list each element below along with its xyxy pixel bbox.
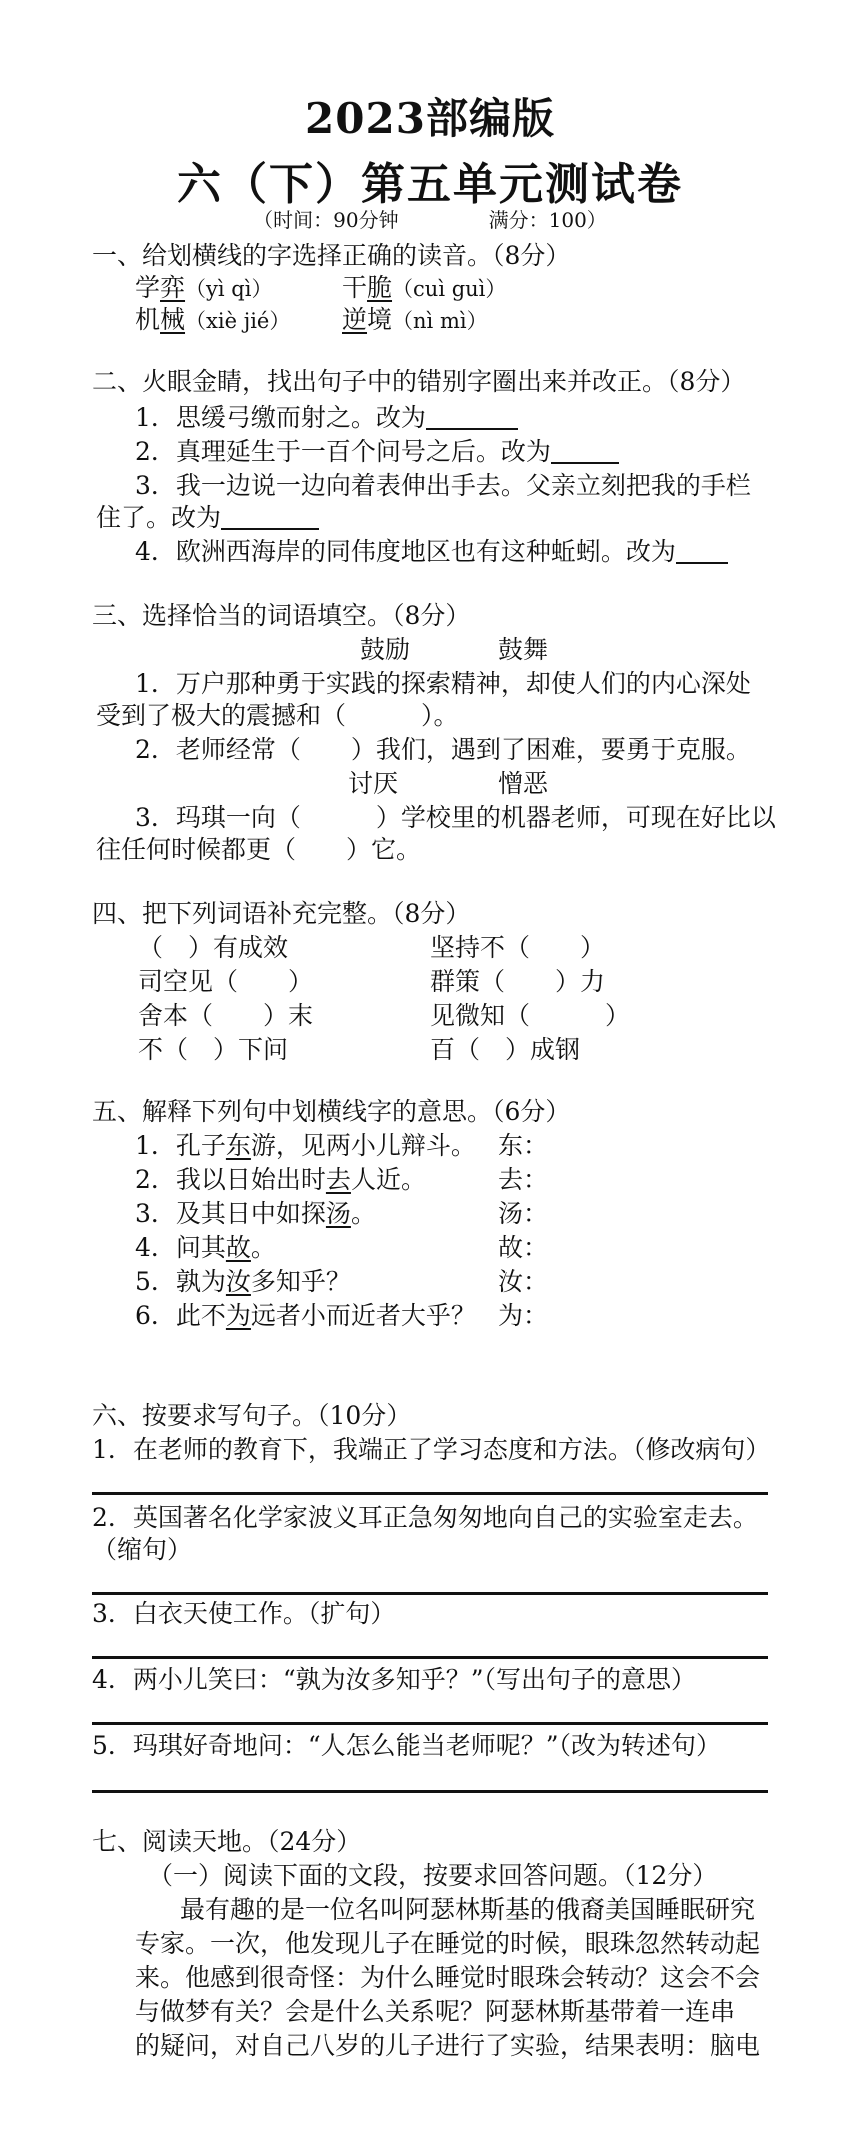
idiom-item-4: 群策（ ）力 — [430, 967, 606, 996]
answer-line-1 — [92, 1492, 768, 1495]
s2-question-2: 2．真理延生于一百个问号之后。改为 — [135, 436, 619, 468]
classical-answer-1: 东： — [498, 1131, 549, 1160]
answer-line-2 — [92, 1592, 768, 1595]
s6-question-1: 1．在老师的教育下，我端正了学习态度和方法。（修改病句） — [92, 1435, 771, 1464]
section-7-heading: 七、阅读天地。（24分） — [92, 1827, 362, 1856]
answer-line-5 — [92, 1790, 768, 1793]
idiom-item-2: 坚持不（ ） — [430, 933, 606, 962]
reading-passage-line-5: 的疑问，对自己八岁的儿子进行了实验，结果表明：脑电 — [135, 2031, 761, 2060]
section-4-heading: 四、把下列词语补充完整。（8分） — [92, 899, 471, 928]
idiom-item-3: 司空见（ ） — [138, 967, 314, 996]
exam-time: （时间：90分钟 — [253, 208, 399, 232]
pinyin-item-1: 学弈（yì qì） — [135, 273, 273, 302]
s6-question-4: 4．两小儿笑曰：“孰为汝多知乎？”（写出句子的意思） — [92, 1665, 696, 1694]
classical-item-4: 4．问其故。 — [135, 1233, 276, 1262]
idiom-item-7: 不（ ）下问 — [138, 1035, 289, 1064]
classical-item-1: 1．孔子东游，见两小儿辩斗。 — [135, 1131, 476, 1160]
section-5-heading: 五、解释下列句中划横线字的意思。（6分） — [92, 1097, 571, 1126]
section-2-heading: 二、火眼金睛，找出句子中的错别字圈出来并改正。（8分） — [92, 367, 746, 396]
pinyin-item-3: 机械（xiè jié） — [135, 305, 291, 334]
s6-question-2-cont: （缩句） — [92, 1535, 193, 1564]
word-choice-3: 讨厌 — [348, 769, 399, 798]
exam-title: 六（下）第五单元测试卷 — [177, 159, 683, 210]
s3-question-1: 1．万户那种勇于实践的探索精神，却使人们的内心深处 — [135, 669, 751, 698]
underlined-char: 逆 — [342, 305, 368, 334]
s6-question-3: 3．白衣天使工作。（扩句） — [92, 1599, 396, 1628]
s2-question-3-cont: 住了。改为 — [96, 502, 319, 534]
section-3-heading: 三、选择恰当的词语填空。（8分） — [92, 601, 471, 630]
idiom-item-8: 百（ ）成钢 — [430, 1035, 581, 1064]
classical-item-2: 2．我以日始出时去人近。 — [135, 1165, 426, 1194]
exam-meta — [0, 204, 860, 233]
reading-passage-line-4: 与做梦有关？会是什么关系呢？阿瑟林斯基带着一连串 — [135, 1997, 736, 2026]
idiom-item-6: 见微知（ ） — [430, 1001, 631, 1030]
underlined-char: 脆 — [367, 273, 393, 302]
s2-question-3: 3．我一边说一边向着表伸出手去。父亲立刻把我的手栏 — [135, 471, 751, 500]
word-choice-1: 鼓励 — [360, 635, 411, 664]
word-choice-2: 鼓舞 — [498, 635, 549, 664]
word-choice-4: 憎恶 — [498, 769, 549, 798]
reading-passage-line-1: 最有趣的是一位名叫阿瑟林斯基的俄裔美国睡眠研究 — [180, 1895, 756, 1924]
classical-item-3: 3．及其日中如探汤。 — [135, 1199, 376, 1228]
s3-question-3-cont: 往任何时候都更（ ）它。 — [96, 835, 422, 864]
s3-question-1-cont: 受到了极大的震撼和（ ）。 — [96, 701, 459, 730]
s3-question-3: 3．玛琪一向（ ）学校里的机器老师，可现在好比以 — [135, 803, 776, 832]
s2-question-1: 1．思缓弓缴而射之。改为 — [135, 402, 518, 434]
classical-item-5: 5．孰为汝多知乎？ — [135, 1267, 351, 1296]
reading-passage-line-3: 来。他感到很奇怪：为什么睡觉时眼珠会转动？这会不会 — [135, 1963, 761, 1992]
idiom-item-1: （ ）有成效 — [138, 933, 289, 962]
answer-line-3 — [92, 1656, 768, 1659]
s2-question-4: 4．欧洲西海岸的同伟度地区也有这种蚯蚓。改为 — [135, 536, 728, 568]
s6-question-2: 2．英国著名化学家波义耳正急匆匆地向自己的实验室走去。 — [92, 1503, 758, 1532]
classical-answer-6: 为： — [498, 1301, 549, 1330]
classical-answer-4: 故： — [498, 1233, 549, 1262]
classical-answer-5: 汝： — [498, 1267, 549, 1296]
pinyin-item-2: 干脆（cuì guì） — [342, 273, 507, 302]
s6-question-5: 5．玛琪好奇地问：“人怎么能当老师呢？”（改为转述句） — [92, 1731, 721, 1760]
underlined-char: 弈 — [160, 273, 186, 302]
classical-item-6: 6．此不为远者小而近者大乎？ — [135, 1301, 476, 1330]
idiom-item-5: 舍本（ ）末 — [138, 1001, 314, 1030]
pinyin-item-4: 逆境（nì mì） — [342, 305, 488, 334]
section-6-heading: 六、按要求写句子。（10分） — [92, 1401, 412, 1430]
section-1-heading: 一、给划横线的字选择正确的读音。（8分） — [92, 241, 571, 270]
s3-question-2: 2．老师经常（ ）我们，遇到了困难，要勇于克服。 — [135, 735, 751, 764]
classical-answer-2: 去： — [498, 1165, 549, 1194]
exam-title-year: 2023部编版 — [305, 94, 555, 143]
reading-subheading: （一）阅读下面的文段，按要求回答问题。（12分） — [148, 1861, 718, 1890]
exam-score: 满分：100） — [488, 208, 607, 232]
reading-passage-line-2: 专家。一次，他发现儿子在睡觉的时候，眼珠忽然转动起 — [135, 1929, 761, 1958]
classical-answer-3: 汤： — [498, 1199, 549, 1228]
answer-line-4 — [92, 1722, 768, 1725]
underlined-char: 械 — [160, 305, 186, 334]
